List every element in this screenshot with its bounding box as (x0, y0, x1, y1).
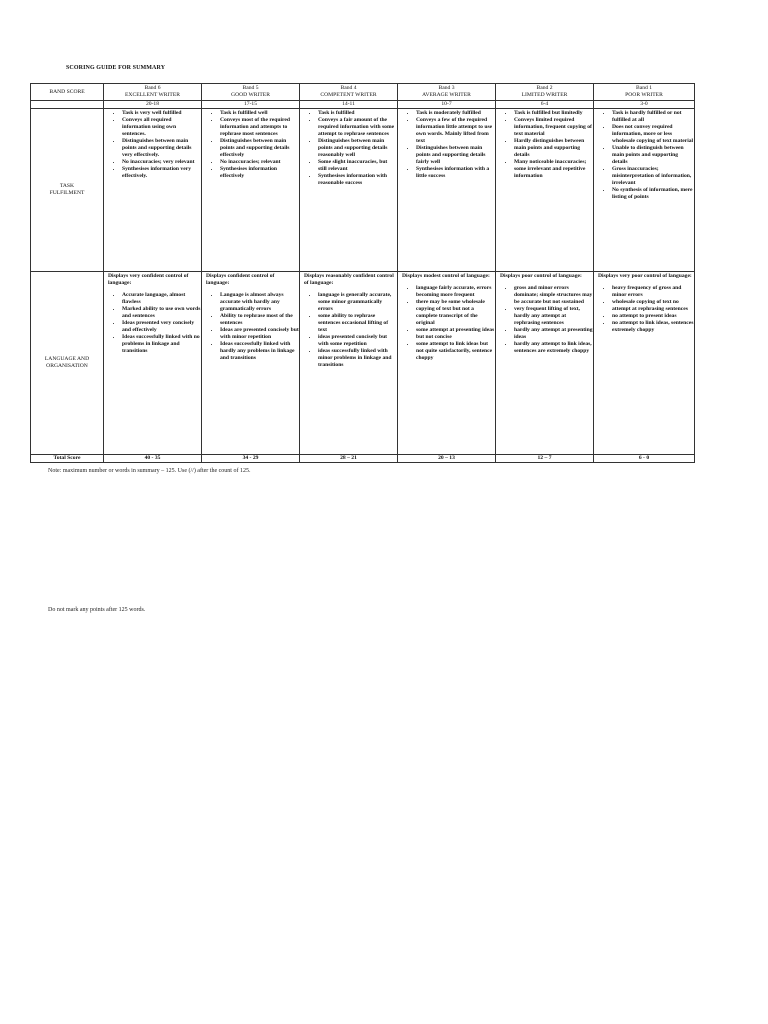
criterion: • Ideas are presented concisely but with minor repetition (220, 327, 299, 341)
criterion: • Distinguishes between main points and supporting details reasonably well (318, 138, 397, 159)
task-fulfilment-row (31, 109, 695, 272)
criterion: • Task is hardly fulfilled or not fulfilled at all (612, 110, 694, 124)
criterion: • No synthesis of information, mere listing of points (612, 187, 694, 201)
criterion: • No inaccuracies; relevant (220, 159, 299, 166)
criteria-cell (104, 272, 202, 455)
cell-lead: Displays reasonably confident control of language: (304, 273, 394, 286)
word-limit-note: Note: maximum number or words in summary – 125. Use (//) after the count of 125. (48, 468, 251, 474)
criteria-cell (594, 272, 695, 455)
band-range: 20-18 (104, 101, 202, 109)
criteria-cell (398, 272, 496, 455)
criterion: • no attempt to present ideas (612, 313, 694, 320)
criterion: • there may be some wholesale copying of text but not a complete transcript of the original (416, 299, 495, 327)
criterion: • hardly any attempt to link ideas, sentences are extremely choppy (514, 341, 593, 355)
criterion: • Ideas successfully linked with no problems in linkage and transitions (122, 334, 201, 355)
band-range: 10-7 (398, 101, 496, 109)
band-header: Band 3 AVERAGE WRITER (398, 84, 496, 101)
criteria-cell (496, 272, 594, 455)
scoring-rubric-table (30, 83, 695, 463)
criterion: • very frequent lifting of text, hardly any attempt at rephrasing sentences (514, 306, 593, 327)
band-header: Band 4 COMPETENT WRITER (300, 84, 398, 101)
band-header-row (31, 84, 695, 101)
criterion: • gross and minor errors dominate; simple structures may be accurate but not sustained (514, 285, 593, 306)
total-score-label: Total Score (31, 455, 104, 463)
document-title: SCORING GUIDE FOR SUMMARY (66, 65, 166, 71)
total-score-value: 28 – 21 (300, 455, 398, 463)
criterion: • Some slight inaccuracies, but still relevant (318, 159, 397, 173)
criterion: • Conveys a few of the required information little attempt to use own words. Mainly lifted from text (416, 117, 495, 145)
criterion: • no attempt to link ideas, sentences extremely choppy (612, 320, 694, 334)
band-header: Band 5 GOOD WRITER (202, 84, 300, 101)
criterion: • Distinguishes between main points and supporting details effectively (220, 138, 299, 159)
criterion: • hardly any attempt at presenting ideas (514, 327, 593, 341)
criterion: • Hardly distinguishes between main points and supporting details (514, 138, 593, 159)
criterion: • ideas successfully linked with minor problems in linkage and transitions (318, 348, 397, 369)
criterion: • some ability to rephrase sentences occasional lifting of text (318, 313, 397, 334)
criterion: • Conveys limited required information, frequent copying of text material (514, 117, 593, 138)
criterion: • No inaccuracies; very relevant (122, 159, 201, 166)
criteria-cell (300, 272, 398, 455)
criterion: • wholesale copying of text no attempt at rephrasing sentences (612, 299, 694, 313)
marking-instruction: Do not mark any points after 125 words. (48, 607, 146, 613)
criterion: • Ideas presented very concisely and effectively (122, 320, 201, 334)
criterion: • Task is moderately fulfilled (416, 110, 495, 117)
cell-lead: Displays very confident control of language: (108, 273, 189, 286)
language-organisation-label: LANGUAGE AND ORGANISATION (31, 272, 104, 455)
empty-cell (31, 101, 104, 109)
criterion: • Conveys all required information using own sentences. (122, 117, 201, 138)
total-score-value: 34 - 29 (202, 455, 300, 463)
criterion: • Language is almost always accurate with hardly any grammatically errors (220, 292, 299, 313)
cell-lead: Displays very poor control of language: (598, 273, 692, 279)
task-fulfilment-label: TASK FULFILMENT (31, 109, 104, 272)
criterion: • Synthesises information with reasonable success (318, 173, 397, 187)
criterion: • Synthesises information effectively (220, 166, 299, 180)
criterion: • heavy frequency of gross and minor errors (612, 285, 694, 299)
criterion: • Distinguishes between main points and supporting details very effectively. (122, 138, 201, 159)
criterion: • Synthesises information with a little success (416, 166, 495, 180)
language-organisation-row (31, 272, 695, 455)
criterion: • Accurate language, almost flawless (122, 292, 201, 306)
band-header: Band 1 POOR WRITER (594, 84, 695, 101)
criterion: • Task is fulfilled well (220, 110, 299, 117)
criterion: • Distinguishes between main points and supporting details fairly well (416, 145, 495, 166)
criteria-cell (202, 109, 300, 272)
criterion: • Many noticeable inaccuracies; some irrelevant and repetitive information (514, 159, 593, 180)
criteria-cell (300, 109, 398, 272)
criterion: • Does not convey required information, more or less wholesale copying of text material (612, 124, 694, 145)
criterion: • Conveys most of the required information and attempts to rephrase most sentences (220, 117, 299, 138)
criterion: • some attempt to link ideas but not quite satisfactorily, sentence choppy (416, 341, 495, 362)
criterion: • Task is fulfilled but limitedly (514, 110, 593, 117)
criteria-cell (398, 109, 496, 272)
criteria-cell (496, 109, 594, 272)
criterion: • language fairly accurate, errors becoming more frequent (416, 285, 495, 299)
band-range: 17-15 (202, 101, 300, 109)
band-range-row (31, 101, 695, 109)
total-score-value: 12 – 7 (496, 455, 594, 463)
criterion: • Task is very well fulfilled (122, 110, 201, 117)
total-score-value: 40 - 35 (104, 455, 202, 463)
cell-lead: Displays poor control of language: (500, 273, 582, 279)
band-header: Band 6 EXCELLENT WRITER (104, 84, 202, 101)
band-score-label: BAND SCORE (31, 84, 104, 101)
criterion: • Marked ability to use own words and sentences (122, 306, 201, 320)
cell-lead: Displays modest control of language: (402, 273, 490, 279)
total-score-value: 20 – 13 (398, 455, 496, 463)
criteria-cell (594, 109, 695, 272)
total-score-row (31, 455, 695, 463)
total-score-value: 6 - 0 (594, 455, 695, 463)
criterion: • Unable to distinguish between main points and supporting details (612, 145, 694, 166)
criterion: • Synthesises information very effectively. (122, 166, 201, 180)
criterion: • some attempt at presenting ideas but not concise (416, 327, 495, 341)
criterion: • Conveys a fair amount of the required information with some attempt to rephrase sentences (318, 117, 397, 138)
criterion: • Ability to rephrase most of the sentences (220, 313, 299, 327)
band-range: 3-0 (594, 101, 695, 109)
cell-lead: Displays confident control of language: (206, 273, 275, 286)
criteria-cell (104, 109, 202, 272)
criteria-cell (202, 272, 300, 455)
criterion: • ideas presented concisely but with some repetition (318, 334, 397, 348)
band-header: Band 2 LIMITED WRITER (496, 84, 594, 101)
criterion: • Gross inaccuracies; misinterpretation of information, irrelevant (612, 166, 694, 187)
band-range: 6-4 (496, 101, 594, 109)
criterion: • Ideas successfully linked with hardly any problems in linkage and transitions (220, 341, 299, 362)
band-range: 14-11 (300, 101, 398, 109)
criterion: • Task is fulfilled (318, 110, 397, 117)
criterion: • language is generally accurate, some minor grammatically errors (318, 292, 397, 313)
